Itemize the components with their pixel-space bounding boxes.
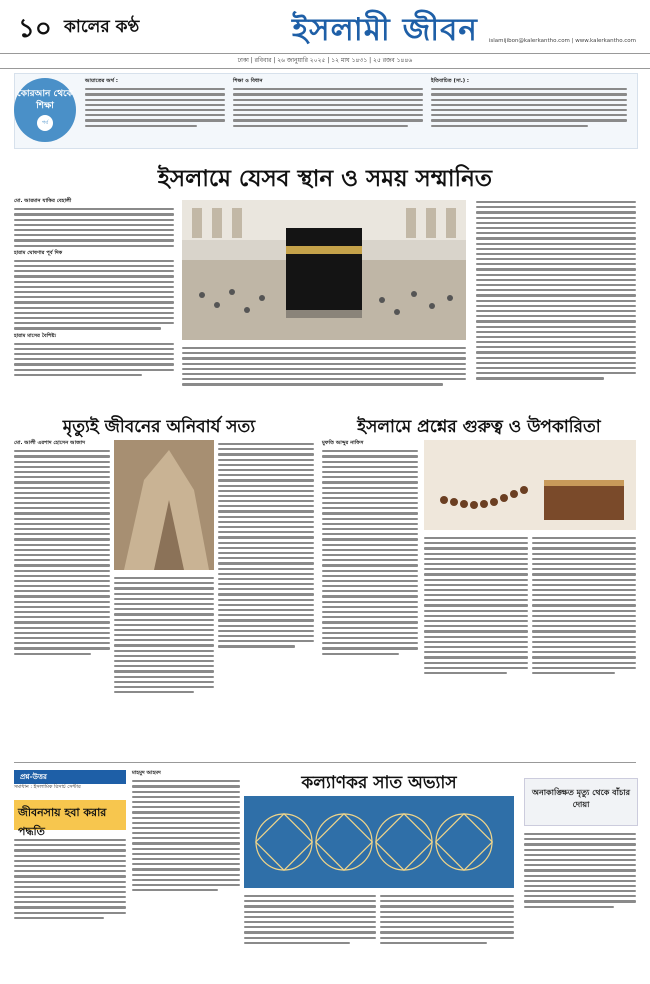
article3-column-2	[424, 534, 528, 677]
article2-column-2	[114, 574, 214, 696]
article4-headline: কল্যাণকর সাত অভ্যাস	[301, 773, 457, 793]
dua-box-title: অনাকাঙ্ক্ষিত মৃত্যু থেকে বাঁচার দোয়া	[532, 788, 630, 809]
article4-column-1	[132, 770, 240, 894]
page-header	[0, 0, 650, 55]
article3-column-1	[322, 440, 418, 658]
quran-badge-number: পর্ব ৬২৬	[37, 115, 53, 131]
quran-column-3: ইতিবাচিত (সা.) :	[431, 78, 627, 130]
article3-column-3	[532, 534, 636, 677]
main-headline: ইসলামে যেসব স্থান ও সময় সম্মানিত	[157, 165, 493, 192]
qa-badge: প্রশ্ন-উত্তর	[14, 770, 126, 784]
main-article-left-column	[14, 198, 174, 379]
article2-column-3	[218, 440, 314, 651]
article3-headline: ইসলামে প্রশ্নের গুরুত্ব ও উপকারিতা	[357, 417, 601, 437]
dua-box-body	[524, 830, 636, 911]
qa-desk: সমাধান : ইসলামিক রিসার্চ সেন্টার	[14, 784, 81, 790]
quran-badge	[14, 78, 76, 142]
article4-author: মাহমুদ আহমদ	[132, 770, 161, 776]
quran-column-1: আয়াতের অর্থ :	[85, 78, 225, 130]
section-title: ইসলামী জীবন	[292, 12, 478, 48]
section-email: islamijibon@kalerkantho.com | www.kalerkantho.com	[488, 38, 636, 44]
brand-name: কালের কণ্ঠ	[64, 17, 140, 37]
kaaba-photo	[182, 200, 466, 340]
main-article-subhead: হারাম মাসের বৈশিষ্ট্য	[14, 332, 56, 339]
main-article-subhead: হারাম ঘোষণার পূর্ব দিক	[14, 249, 63, 256]
article3-author: মুফতি আব্দুর নাফিস	[322, 440, 364, 446]
article4-column-2	[244, 892, 376, 947]
main-article-author: মো. আরমান যাকির বেহালী	[14, 198, 72, 204]
quran-lesson-box	[14, 73, 638, 149]
article4-column-3	[380, 892, 514, 947]
section-divider	[14, 762, 636, 763]
dua-box	[524, 778, 638, 826]
main-article-center-text	[182, 344, 466, 389]
article4-pattern-image	[244, 796, 514, 888]
qa-body	[14, 836, 126, 922]
dateline: ঢাকা | রবিবার | ২৬ জানুয়ারি ২০২৫ | ১২ মাঘ ১৪৩১ | ২৫ রজব ১৪৪৬	[0, 53, 650, 69]
article2-author: মো. আলী এরশাদ হোসেন আজাদ	[14, 440, 86, 446]
page-number: ১০	[18, 14, 52, 44]
article2-photo	[114, 440, 214, 570]
quran-badge-title: কোরআন থেকে শিক্ষা	[17, 89, 73, 111]
article3-photo	[424, 440, 636, 530]
main-article-right-column	[476, 198, 636, 383]
quran-column-2: শিক্ষা ও বিধান	[233, 78, 423, 130]
article2-column-1	[14, 440, 110, 658]
article2-headline: মৃত্যুই জীবনের অনিবার্য সত্য	[62, 417, 256, 437]
qa-title: জীবনসায় হবা করার পদ্ধতি	[14, 800, 126, 830]
